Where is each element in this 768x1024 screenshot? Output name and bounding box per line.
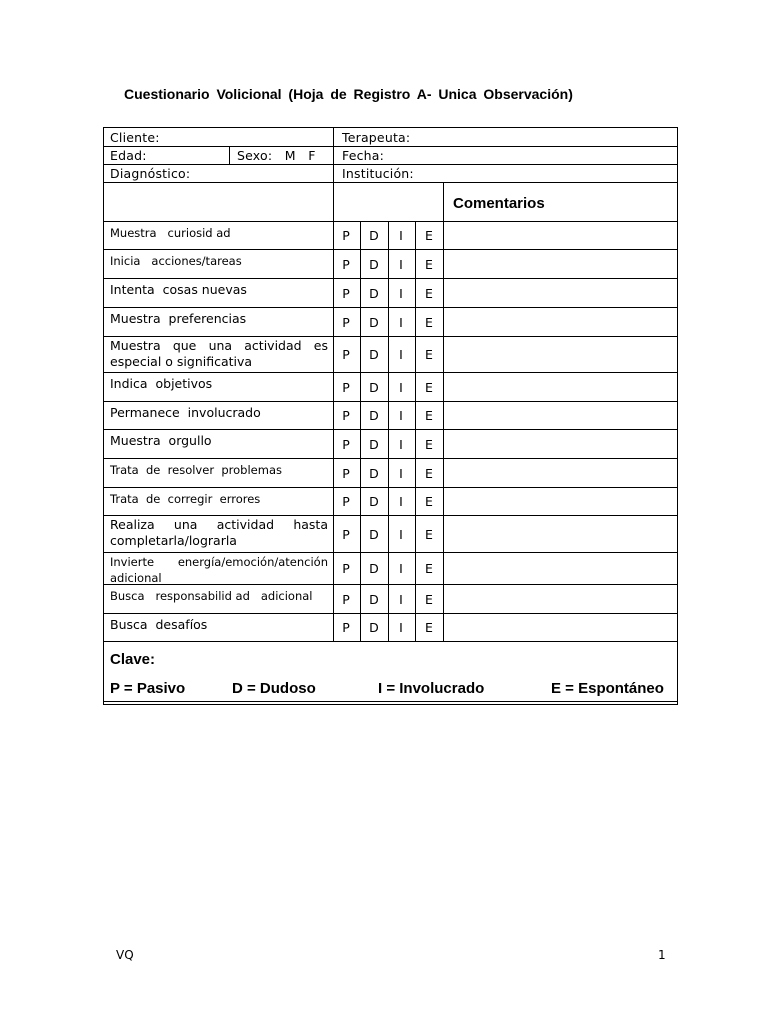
rating-code-d: D [369, 561, 379, 576]
row-divider [104, 641, 677, 642]
rating-code-e: E [425, 494, 433, 509]
rating-code-i: I [399, 315, 403, 330]
item-label: Muestra orgullo [110, 433, 212, 448]
rating-code-d: D [369, 257, 379, 272]
rating-code-e: E [425, 561, 433, 576]
row-divider [104, 336, 677, 337]
rating-code-d: D [369, 286, 379, 301]
terapeuta-label: Terapeuta: [342, 130, 411, 145]
rating-code-i: I [399, 592, 403, 607]
cliente-label: Cliente: [110, 130, 160, 145]
column-divider [443, 182, 444, 641]
key-dudoso: D = Dudoso [232, 680, 316, 697]
rating-code-i: I [399, 561, 403, 576]
item-label: Muestra curiosid ad [110, 226, 231, 240]
diagnostico-label: Diagnóstico: [110, 166, 191, 181]
rating-code-e: E [425, 592, 433, 607]
rating-code-d: D [369, 620, 379, 635]
rating-code-i: I [399, 257, 403, 272]
row-divider [104, 307, 677, 308]
rating-code-p: P [342, 466, 350, 481]
row-divider [104, 146, 677, 147]
rating-code-p: P [342, 257, 350, 272]
row-divider [104, 164, 677, 165]
fecha-label: Fecha: [342, 148, 385, 163]
rating-code-p: P [342, 620, 350, 635]
column-divider [360, 221, 361, 641]
rating-code-i: I [399, 494, 403, 509]
item-label: Muestra preferencias [110, 311, 247, 326]
footer-left-label: VQ [116, 948, 134, 962]
rating-code-d: D [369, 466, 379, 481]
row-divider [104, 458, 677, 459]
rating-code-e: E [425, 527, 433, 542]
rating-code-e: E [425, 408, 433, 423]
row-divider [104, 613, 677, 614]
row-divider [104, 552, 677, 553]
rating-code-d: D [369, 315, 379, 330]
rating-code-d: D [369, 228, 379, 243]
item-label: Trata de resolver problemas [110, 463, 282, 477]
rating-code-e: E [425, 228, 433, 243]
edad-label: Edad: [110, 148, 147, 163]
row-divider [104, 372, 677, 373]
rating-code-i: I [399, 620, 403, 635]
rating-code-e: E [425, 620, 433, 635]
rating-code-d: D [369, 408, 379, 423]
rating-code-p: P [342, 347, 350, 362]
rating-code-p: P [342, 494, 350, 509]
rating-code-e: E [425, 466, 433, 481]
item-label: Inicia acciones/tareas [110, 254, 242, 268]
key-involucrado: I = Involucrado [378, 680, 485, 697]
rating-code-p: P [342, 286, 350, 301]
item-label: Busca responsabilid ad adicional [110, 589, 313, 603]
rating-code-i: I [399, 437, 403, 452]
rating-code-i: I [399, 408, 403, 423]
rating-code-p: P [342, 315, 350, 330]
rating-code-d: D [369, 592, 379, 607]
rating-code-i: I [399, 347, 403, 362]
rating-code-p: P [342, 228, 350, 243]
rating-code-e: E [425, 347, 433, 362]
rating-code-e: E [425, 257, 433, 272]
rating-code-d: D [369, 380, 379, 395]
rating-code-d: D [369, 527, 379, 542]
institucion-label: Institución: [342, 166, 414, 181]
item-label: Muestra que una actividad es especial o significativa [110, 338, 328, 369]
row-divider [104, 221, 677, 222]
rating-code-p: P [342, 561, 350, 576]
rating-code-i: I [399, 466, 403, 481]
key-pasivo: P = Pasivo [110, 680, 186, 697]
key-espontaneo: E = Espontáneo [551, 680, 664, 697]
rating-code-i: I [399, 286, 403, 301]
rating-code-d: D [369, 347, 379, 362]
rating-code-e: E [425, 286, 433, 301]
row-divider [104, 701, 677, 702]
column-divider [388, 221, 389, 641]
rating-code-i: I [399, 527, 403, 542]
comentarios-header: Comentarios [453, 195, 545, 212]
item-label: Trata de corregir errores [110, 492, 261, 506]
column-divider [415, 221, 416, 641]
rating-code-p: P [342, 592, 350, 607]
sexo-label: Sexo: M F [237, 148, 316, 163]
rating-code-d: D [369, 494, 379, 509]
page-title: Cuestionario Volicional (Hoja de Registro A- Unica Observación) [124, 86, 573, 102]
key-heading: Clave: [110, 651, 156, 668]
row-divider [104, 182, 677, 183]
item-label: Intenta cosas nuevas [110, 282, 247, 297]
page-number: 1 [658, 948, 666, 962]
row-divider [104, 249, 677, 250]
rating-code-i: I [399, 228, 403, 243]
row-divider [104, 278, 677, 279]
rating-code-e: E [425, 315, 433, 330]
column-divider [229, 146, 230, 164]
rating-code-d: D [369, 437, 379, 452]
rating-code-i: I [399, 380, 403, 395]
row-divider [104, 401, 677, 402]
rating-code-p: P [342, 408, 350, 423]
rating-code-e: E [425, 380, 433, 395]
item-label: Busca desafíos [110, 617, 208, 632]
item-label: Permanece involucrado [110, 405, 261, 420]
item-label: Realiza una actividad hasta completarla/lograrla [110, 517, 328, 548]
row-divider [104, 487, 677, 488]
item-label: Invierte energía/emoción/atención adicional [110, 555, 328, 585]
item-label: Indica objetivos [110, 376, 213, 391]
row-divider [104, 429, 677, 430]
rating-code-p: P [342, 437, 350, 452]
rating-code-p: P [342, 380, 350, 395]
row-divider [104, 515, 677, 516]
rating-code-p: P [342, 527, 350, 542]
rating-code-e: E [425, 437, 433, 452]
